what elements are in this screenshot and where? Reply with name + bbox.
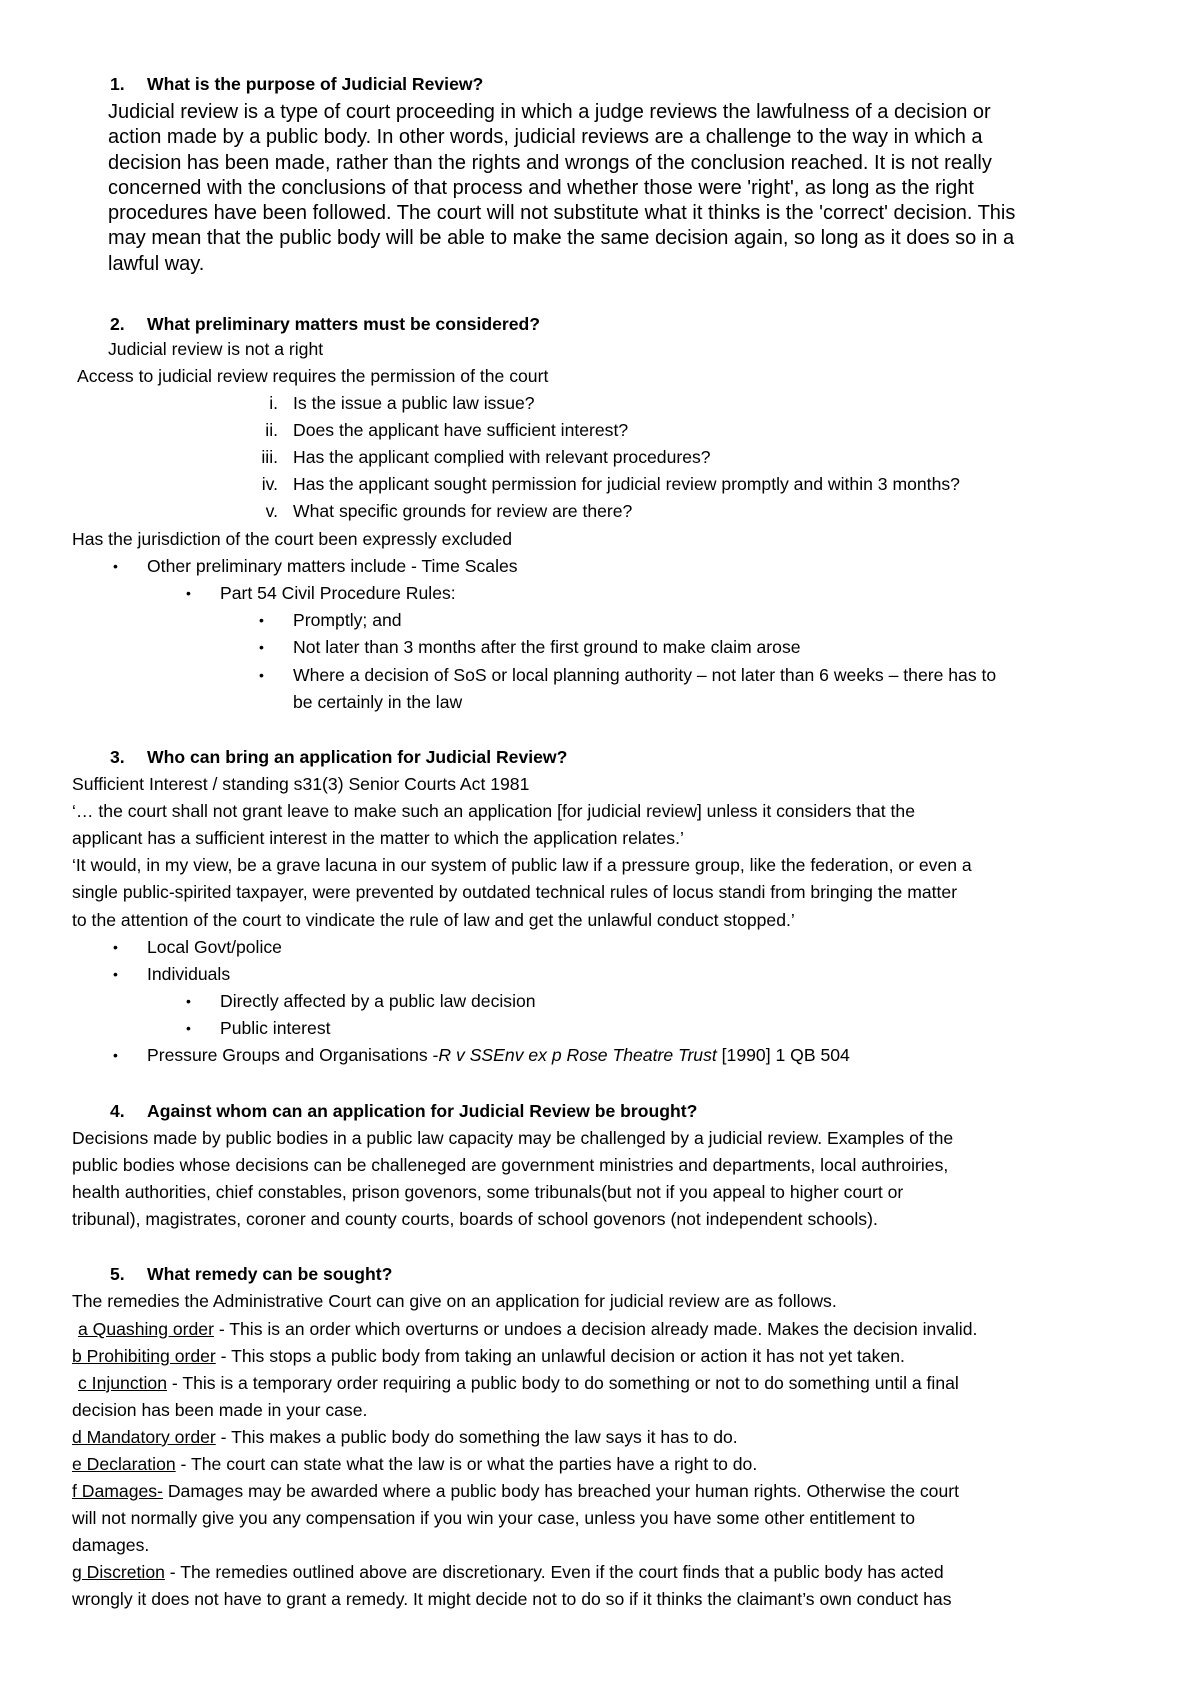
q1-answer-line: lawful way. [108,252,205,275]
q3-line: applicant has a sufficient interest in the matter to which the application relates.’ [72,828,684,848]
bullet-icon: • [259,667,264,683]
bullet-text: Public interest [220,1018,331,1038]
remedy-text-cont: wrongly it does not have to grant a remedy. It might decide not to do so if it thinks the claimant’s own conduct has [72,1589,952,1609]
q2-line: Has the jurisdiction of the court been expressly excluded [72,529,513,549]
bullet-text: be certainly in the law [293,692,463,712]
q2-line: Judicial review is not a right [108,339,324,359]
bullet-icon: • [186,993,191,1009]
remedy-text-cont: decision has been made in your case. [72,1400,368,1420]
q4-heading: Against whom can an application for Judicial Review be brought? [147,1101,698,1121]
remedy-text-cont: damages. [72,1535,150,1555]
q2-line: Access to judicial review requires the permission of the court [77,366,549,386]
q3-heading: Who can bring an application for Judicial Review? [147,747,568,767]
q1-heading: What is the purpose of Judicial Review? [147,74,484,94]
roman-numeral: iii. [261,447,278,467]
bullet-icon: • [186,585,191,601]
remedy-declaration [72,1453,757,1475]
q4-line: Decisions made by public bodies in a public law capacity may be challenged by a judicial review. Examples of the [72,1128,954,1148]
bullet-icon: • [259,612,264,628]
bullet-text-part: [1990] 1 QB 504 [716,1045,850,1065]
q1-answer-line: decision has been made, rather than the rights and wrongs of the conclusion reached. It is not really [108,151,992,174]
q3-line: single public-spirited taxpayer, were prevented by outdated technical rules of locus standi from bringing the matter [72,882,958,902]
remedy-mandatory [72,1426,738,1448]
roman-item-text: Has the applicant complied with relevant procedures? [293,447,711,467]
q5-number: 5. [110,1264,125,1284]
bullet-icon: • [113,939,118,955]
remedy-label: e Declaration [72,1454,176,1474]
bullet-text: Promptly; and [293,610,402,630]
remedy-text: - The court can state what the law is or what the parties have a right to do. [175,1454,758,1474]
bullet-text: Where a decision of SoS or local planning authority – not later than 6 weeks – there has to [293,665,997,685]
remedy-text: - This stops a public body from taking an unlawful decision or action it has not yet taken. [215,1346,905,1366]
bullet-text: Local Govt/police [147,937,282,957]
remedy-label: f Damages- [72,1481,163,1501]
q1-number: 1. [110,74,125,94]
remedy-label: d Mandatory order [72,1427,216,1447]
roman-numeral: ii. [265,420,278,440]
remedy-quashing [78,1318,977,1340]
bullet-text-part: Pressure Groups and Organisations - [147,1045,439,1065]
roman-item-text: What specific grounds for review are there? [293,501,633,521]
q5-line: The remedies the Administrative Court can give on an application for judicial review are as follows. [72,1291,837,1311]
bullet-text: Other preliminary matters include - Time Scales [147,556,518,576]
remedy-text: - This is a temporary order requiring a public body to do something or not to do something until a final [167,1373,959,1393]
q4-line: public bodies whose decisions can be challeneged are government ministries and departments, local authroiries, [72,1155,949,1175]
bullet-icon: • [113,966,118,982]
q3-line: Sufficient Interest / standing s31(3) Senior Courts Act 1981 [72,774,530,794]
remedy-discretion [72,1561,944,1583]
remedy-label: g Discretion [72,1562,165,1582]
roman-item-text: Has the applicant sought permission for judicial review promptly and within 3 months? [293,474,960,494]
bullet-icon: • [259,639,264,655]
remedy-text: - The remedies outlined above are discretionary. Even if the court finds that a public body has acted [164,1562,944,1582]
q2-heading: What preliminary matters must be considered? [147,314,541,334]
q5-heading: What remedy can be sought? [147,1264,393,1284]
q1-answer-line: procedures have been followed. The court will not substitute what it thinks is the 'correct' decision. This [108,202,1016,225]
q3-line: ‘It would, in my view, be a grave lacuna in our system of public law if a pressure group, like the federation, or even a [72,855,972,875]
remedy-text-cont: will not normally give you any compensation if you win your case, unless you have some other entitlement to [72,1508,915,1528]
roman-item-text: Does the applicant have sufficient interest? [293,420,629,440]
roman-numeral: v. [265,501,278,521]
q4-number: 4. [110,1101,125,1121]
bullet-text [147,1044,850,1066]
q3-line: ‘… the court shall not grant leave to make such an application [for judicial review] unless it considers that the [72,801,915,821]
case-citation: R v SSEnv ex p Rose Theatre Trust [438,1045,717,1065]
bullet-text: Not later than 3 months after the first ground to make claim arose [293,637,801,657]
q1-answer [108,100,1148,277]
bullet-text: Part 54 Civil Procedure Rules: [220,583,456,603]
remedy-text: Damages may be awarded where a public body has breached your human rights. Otherwise the court [162,1481,959,1501]
q1-answer-line: concerned with the conclusions of that process and whether those were 'right', as long as the right [108,176,974,199]
q4-line: health authorities, chief constables, prison govenors, some tribunals(but not if you appeal to higher court or [72,1182,904,1202]
roman-item-text: Is the issue a public law issue? [293,393,535,413]
q3-line: to the attention of the court to vindicate the rule of law and get the unlawful conduct stopped.’ [72,910,795,930]
q2-number: 2. [110,314,125,334]
roman-numeral: iv. [261,474,278,494]
bullet-icon: • [113,558,118,574]
remedy-prohibiting [72,1345,905,1367]
q1-answer-line: action made by a public body. In other words, judicial reviews are a challenge to the way in which a [108,126,983,149]
remedy-text: - This is an order which overturns or undoes a decision already made. Makes the decision invalid. [213,1319,978,1339]
q1-answer-line: Judicial review is a type of court proceeding in which a judge reviews the lawfulness of a decision or [108,101,991,123]
remedy-label: a Quashing order [78,1319,214,1339]
q1-answer-line: may mean that the public body will be able to make the same decision again, so long as it does so in a [108,227,1015,250]
remedy-label: b Prohibiting order [72,1346,216,1366]
bullet-text: Individuals [147,964,231,984]
q3-number: 3. [110,747,125,767]
bullet-icon: • [113,1047,118,1063]
remedy-damages [72,1480,959,1502]
remedy-text: - This makes a public body do something the law says it has to do. [215,1427,738,1447]
bullet-icon: • [186,1020,191,1036]
bullet-text: Directly affected by a public law decision [220,991,536,1011]
remedy-label: c Injunction [78,1373,167,1393]
remedy-injunction [78,1372,959,1394]
q4-line: tribunal), magistrates, coroner and county courts, boards of school govenors (not independent schools). [72,1209,878,1229]
roman-numeral: i. [269,393,278,413]
